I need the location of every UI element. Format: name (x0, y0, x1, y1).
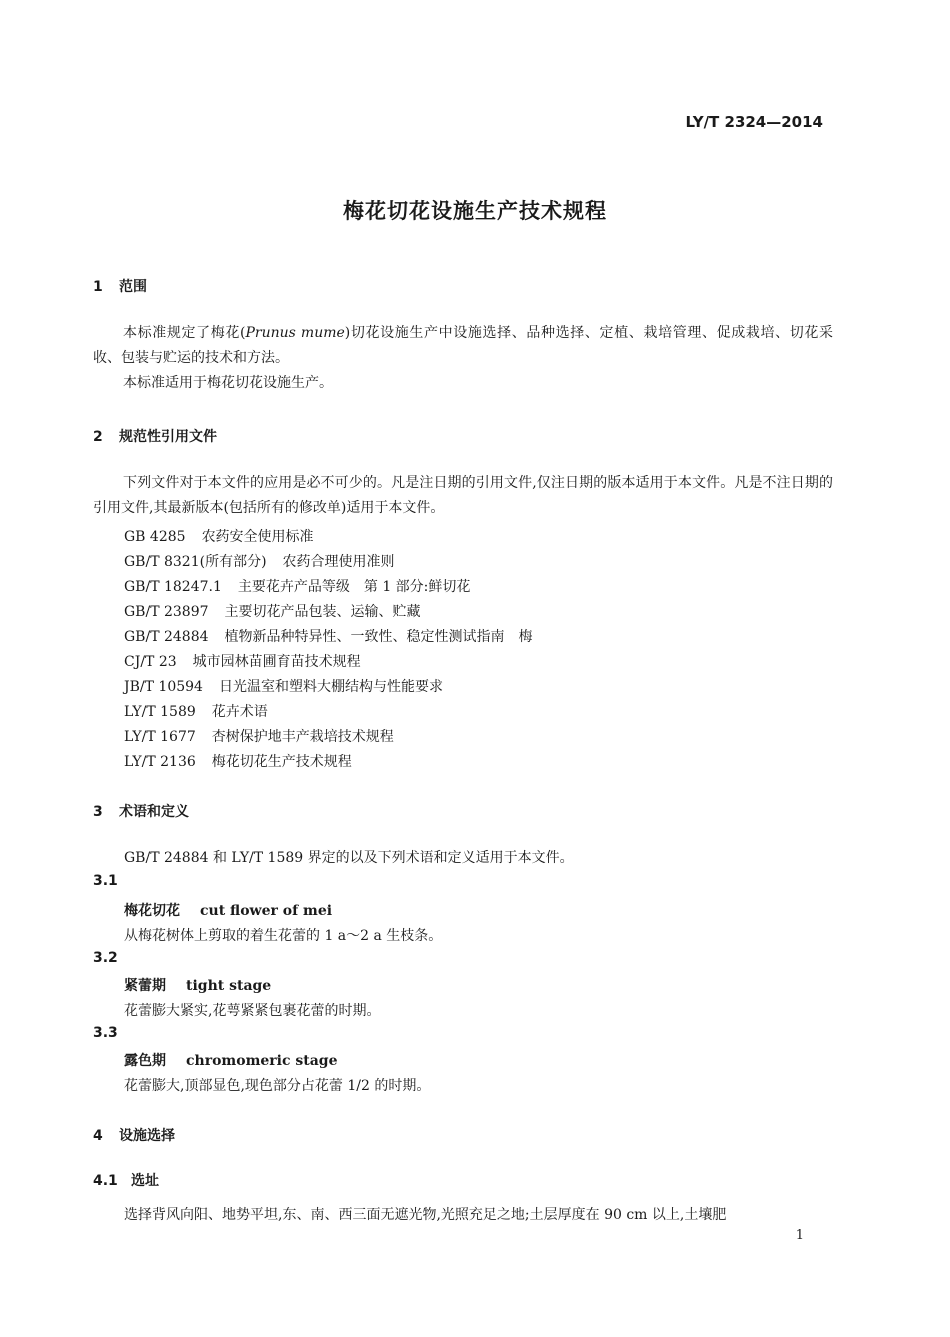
section-number: 2 (93, 429, 103, 445)
reference-title: 杏树保护地丰产栽培技术规程 (211, 729, 394, 745)
reference-title: 城市园林苗圃育苗技术规程 (192, 654, 361, 670)
reference-title: 梅花切花生产技术规程 (211, 754, 352, 770)
reference-title: 农药安全使用标准 (201, 529, 314, 545)
reference-item (124, 526, 314, 546)
reference-code: GB/T 24884 (124, 629, 209, 645)
term-definition: 花蕾膨大紧实,花萼紧紧包裹花蕾的时期。 (124, 1003, 381, 1019)
term-definition: 从梅花树体上剪取的着生花蕾的 1 a～2 a 生枝条。 (124, 928, 443, 944)
reference-title: 花卉术语 (211, 704, 268, 720)
reference-item (124, 601, 421, 621)
term-number: 3.1 (93, 873, 118, 889)
section-number: 4 (93, 1128, 103, 1144)
subsection-title: 选址 (131, 1173, 159, 1189)
reference-item (124, 626, 533, 646)
reference-title: 日光温室和塑料大棚结构与性能要求 (218, 679, 443, 695)
section-3-intro: GB/T 24884 和 LY/T 1589 界定的以及下列术语和定义适用于本文件。 (124, 850, 574, 866)
reference-title: 植物新品种特异性、一致性、稳定性测试指南 梅 (224, 629, 533, 645)
reference-title: 主要切花产品包装、运输、贮藏 (224, 604, 421, 620)
reference-item (124, 676, 443, 696)
term-en: chromomeric stage (186, 1053, 338, 1069)
term-number: 3.2 (93, 950, 118, 966)
reference-code: CJ/T 23 (124, 654, 177, 670)
reference-item (124, 576, 470, 596)
term-number: 3.3 (93, 1025, 118, 1041)
section-4-paragraph: 选择背风向阳、地势平坦,东、南、西三面无遮光物,光照充足之地;土层厚度在 90 cm 以上,土壤肥 (124, 1207, 727, 1223)
section-heading-4 (93, 1125, 175, 1145)
page-title: 梅花切花设施生产技术规程 (343, 199, 607, 223)
text-run: )切花设施生产中设施选择、品种选择、定植、栽培管理、促成栽培、切花采收、包装与贮运的技术和方法。 (93, 325, 833, 366)
section-title: 设施选择 (119, 1128, 175, 1144)
reference-item (124, 651, 361, 671)
section-title: 术语和定义 (119, 804, 189, 820)
reference-title: 主要花卉产品等级 第 1 部分:鲜切花 (237, 579, 471, 595)
term-entry (124, 975, 271, 995)
reference-code: LY/T 1677 (124, 729, 196, 745)
reference-code: GB/T 18247.1 (124, 579, 222, 595)
reference-item (124, 551, 395, 571)
reference-code: LY/T 1589 (124, 704, 196, 720)
section-2-paragraph: 下列文件对于本文件的应用是必不可少的。凡是注日期的引用文件,仅注日期的版本适用于本文件。凡是不注日期的引用文件,其最新版本(包括所有的修改单)适用于本文件。 (93, 475, 833, 516)
reference-item (124, 701, 268, 721)
term-entry (124, 1050, 338, 1070)
section-title: 范围 (119, 279, 147, 295)
term-zh: 露色期 (124, 1053, 166, 1069)
term-entry (124, 900, 332, 920)
section-1-paragraph-1 (93, 321, 833, 371)
reference-code: GB/T 23897 (124, 604, 209, 620)
section-title: 规范性引用文件 (119, 429, 217, 445)
term-zh: 紧蕾期 (124, 978, 166, 994)
reference-code: GB/T 8321(所有部分) (124, 554, 267, 570)
reference-code: JB/T 10594 (124, 679, 203, 695)
term-en: cut flower of mei (200, 903, 333, 919)
subsection-number: 4.1 (93, 1173, 118, 1189)
reference-code: LY/T 2136 (124, 754, 196, 770)
section-1-paragraph-2: 本标准适用于梅花切花设施生产。 (123, 375, 333, 391)
page-number: 1 (795, 1228, 804, 1243)
reference-item (124, 726, 394, 746)
latin-name: Prunus mume (245, 325, 345, 341)
section-number: 3 (93, 804, 103, 820)
term-definition: 花蕾膨大,顶部显色,现色部分占花蕾 1/2 的时期。 (124, 1078, 431, 1094)
term-en: tight stage (186, 978, 272, 994)
subsection-heading (93, 1170, 159, 1190)
text-run: 本标准规定了梅花( (123, 325, 246, 341)
reference-item (124, 751, 352, 771)
section-heading-1 (93, 276, 147, 296)
term-zh: 梅花切花 (124, 903, 180, 919)
reference-title: 农药合理使用准则 (282, 554, 395, 570)
section-number: 1 (93, 279, 103, 295)
section-heading-2 (93, 426, 217, 446)
standard-number: LY/T 2324—2014 (685, 113, 823, 131)
section-heading-3 (93, 801, 189, 821)
reference-code: GB 4285 (124, 529, 186, 545)
